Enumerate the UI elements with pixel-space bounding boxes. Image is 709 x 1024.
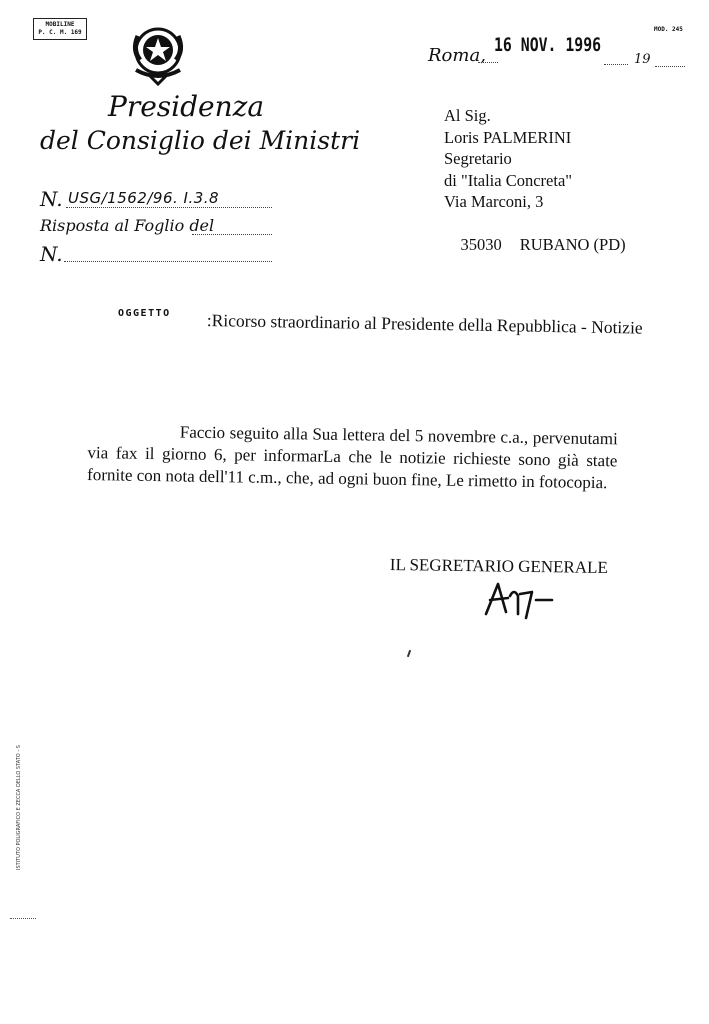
subject-text: :Ricorso straordinario al Presidente della Repubblica - Notizie xyxy=(206,310,643,338)
body-line-1: Faccio seguito alla Sua lettera del 5 novembre c.a., pervenutami xyxy=(179,422,618,449)
handwritten-signature-icon xyxy=(480,574,570,622)
office-heading-1: Presidenza xyxy=(108,90,265,123)
signatory-title: IL SEGRETARIO GENERALE xyxy=(389,555,609,578)
office-heading-2: del Consiglio dei Ministri xyxy=(40,126,361,155)
printer-imprint: ISTITUTO POLIGRAFICO E ZECCA DELLO STATO - S xyxy=(16,745,22,870)
recipient-street: Via Marconi, 3 xyxy=(444,192,544,211)
recipient-address xyxy=(444,105,626,277)
stray-mark xyxy=(407,650,411,657)
protocol-number-label: N. xyxy=(40,187,63,211)
body-line-2: via fax il giorno 6, per informarLa che le notizie richieste sono già state xyxy=(87,442,618,471)
letter-body xyxy=(87,420,618,494)
recipient-city-line xyxy=(444,213,626,278)
reply-number-label: N. xyxy=(40,242,63,266)
recipient-organization: di "Italia Concreta" xyxy=(444,170,573,190)
year-prefix: 19 xyxy=(634,52,651,67)
place-label: Roma, xyxy=(428,45,486,66)
stamp-line-1: MOBILINE xyxy=(45,21,75,28)
recipient-role: Segretario xyxy=(444,149,512,168)
recipient-salutation: Al Sig. xyxy=(444,106,491,125)
registration-stamp xyxy=(33,18,87,40)
recipient-name: Loris PALMERINI xyxy=(444,127,572,147)
reply-to-label: Risposta al Foglio del xyxy=(40,216,215,235)
recipient-city: RUBANO (PD) xyxy=(519,235,626,254)
republic-emblem-icon xyxy=(126,20,190,86)
subject-label: OGGETTO xyxy=(118,308,171,319)
margin-dots xyxy=(10,918,36,919)
form-model-tag: MOD. 245 xyxy=(654,26,683,33)
stamp-line-2: P. C. M. 169 xyxy=(38,29,82,36)
date-stamp: 16 NOV. 1996 xyxy=(494,34,602,56)
recipient-postcode: 35030 xyxy=(460,235,502,254)
body-line-3: fornite con nota dell'11 c.m., che, ad ogni buon fine, Le rimetto in fotocopia. xyxy=(86,464,608,493)
protocol-number-value: USG/1562/96. I.3.8 xyxy=(68,189,220,207)
